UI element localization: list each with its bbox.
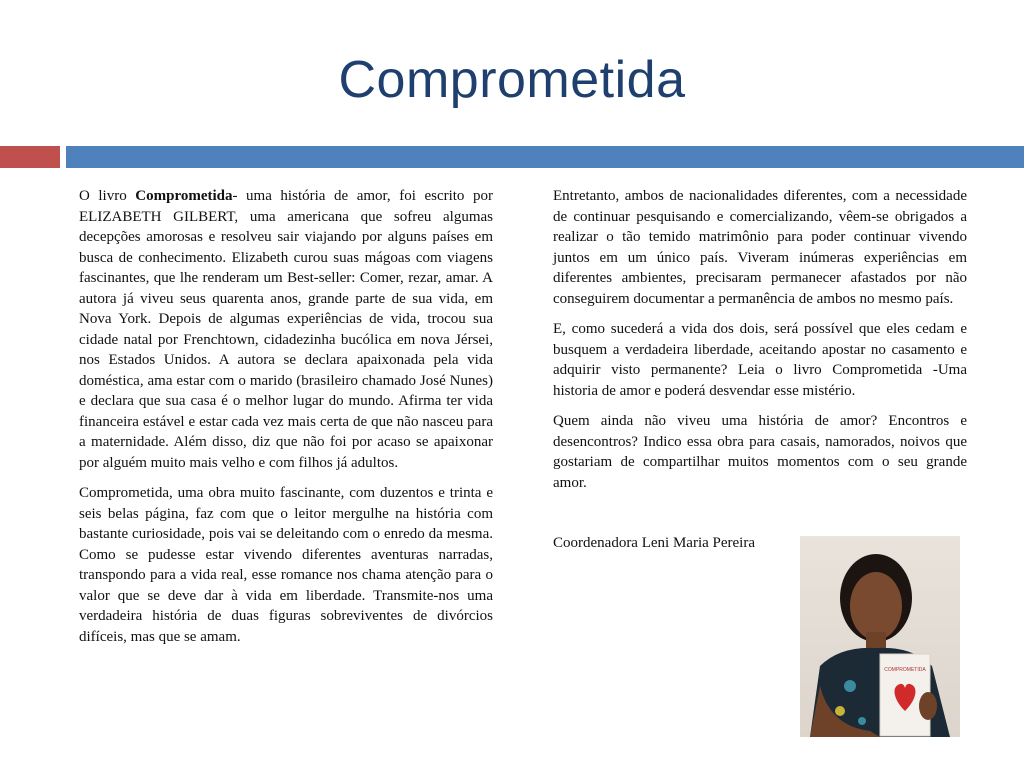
book-title-bold: Comprometida — [135, 188, 233, 204]
book-cover-title: COMPROMETIDA — [884, 667, 926, 673]
intro-rest: - uma história de amor, foi escrito por ELIZABETH GILBERT, uma americana que sofreu algumas decepções amorosas e resolveu sair viajando por alguns países em busca de conhecimento. Elizabeth curou suas mágoas com viagens fascinantes, que lhe renderam um Best-seller: Comer, rezar, amar. A autora já viveu seus quarenta anos, grande parte de sua vida, em Nova York. Depois de algumas experiências de vida, trocou sua cidade natal por Frenchtown, cidadezinha bucólica em nova Jérsei, nos Estados Unidos. A autora se declara apaixonada pela vida doméstica, ama estar com o marido (brasileiro chamado José Nunes) e declara que sua casa é o melhor lugar do mundo. Afirma ter vida financeira estável e estar cada vez mais certa de que não nasceu para a maternidade. Além disso, diz que não foi por acaso se apaixonar por alguém muito mais velho e com filhos já adultos. — [79, 188, 493, 471]
intro-lead: O livro — [79, 188, 136, 204]
accent-bar-red — [0, 146, 60, 168]
author-credit: Coordenadora Leni Maria Pereira — [553, 535, 755, 551]
review-paragraph: Comprometida, uma obra muito fascinante, com duzentos e trinta e seis belas página, faz com que o leitor mergulhe na história com bastante curiosidade, pois vai se deleitando com o enredo da mesma. Como se pudesse estar vivendo diferentes aventuras narradas, transpondo para a vida real, esse romance nos chama atenção para o valor que se deve dar à vida em liberdade. Transmite-nos uma verdadeira história de duas figuras sobreviventes de divórcios difíceis, mas que se amam. — [79, 485, 493, 645]
left-column — [79, 186, 493, 657]
right-column — [553, 186, 967, 564]
plot-paragraph: Entretanto, ambos de nacionalidades diferentes, com a necessidade de continuar pesquisando e comercializando, vêem-se obrigados a realizar o tão temido matrimônio para poder continuar vivendo juntos em um único país. Viveram inúmeras experiências em diferentes ambientes, precisaram permanecer afastados por não conseguirem documentar a permanência de ambos no mesmo país. — [553, 188, 967, 307]
recommendation-paragraph: Quem ainda não viveu uma história de amor? Encontros e desencontros? Indico essa obra para casais, namorados, noivos que gostariam de compartilhar muitos momentos com o seu grande amor. — [553, 413, 967, 491]
intro-paragraph — [79, 186, 493, 473]
accent-bar-blue — [66, 146, 1024, 168]
question-paragraph: E, como sucederá a vida dos dois, será possível que eles cedam e busquem a verdadeira liberdade, aceitando apostar no casamento e adquirir visto permanente? Leia o livro Comprometida -Uma historia de amor e poderá desvendar esse mistério. — [553, 321, 967, 399]
slide-title: Comprometida — [338, 51, 686, 109]
person-holding-book-photo — [800, 536, 960, 737]
